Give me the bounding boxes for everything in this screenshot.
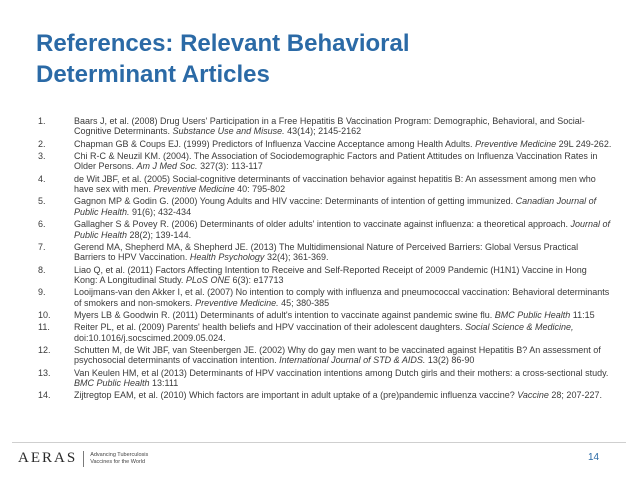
- reference-citation: Gerend MA, Shepherd MA, & Shepherd JE. (2013) The Multidimensional Nature of Perceived Barriers: Global Versus Practical Barriers to HPV Vaccination.: [74, 241, 579, 263]
- logo-tagline-line-1: Advancing Tuberculosis: [90, 452, 149, 458]
- reference-number: 9.: [38, 287, 46, 298]
- reference-item: [38, 116, 612, 137]
- reference-number: 5.: [38, 196, 46, 207]
- reference-number: 11.: [38, 322, 50, 333]
- page-number: 14: [588, 452, 600, 463]
- reference-journal: Canadian Journal of Public Health.: [74, 196, 597, 217]
- slide-title: [36, 28, 616, 90]
- reference-volume: 13:111: [149, 378, 179, 389]
- footer-divider: [12, 442, 626, 443]
- reference-number: 14.: [38, 390, 51, 401]
- reference-item: [38, 196, 612, 217]
- reference-number: 7.: [38, 241, 46, 252]
- reference-citation: Myers LB & Goodwin R. (2011) Determinants of adult's intention to vaccinate against pandemic swine flu.: [74, 309, 495, 320]
- reference-citation: Reiter PL, et al. (2009) Parents' health beliefs and HPV vaccination of their adolescent daughters.: [74, 322, 465, 333]
- reference-volume: 327(3): 113-117: [197, 161, 263, 172]
- reference-item: [38, 322, 612, 343]
- title-line-1: References: Relevant Behavioral: [36, 30, 410, 57]
- reference-volume: 91(6); 432-434: [129, 206, 192, 217]
- reference-volume: 43(14); 2145-2162: [284, 126, 362, 137]
- reference-citation: Gallagher S & Povey R. (2006) Determinants of older adults' intention to vaccinate against influenza: a theoretical approach.: [74, 219, 571, 230]
- reference-journal: International Journal of STD & AIDS.: [279, 355, 426, 366]
- reference-item: [38, 174, 612, 195]
- reference-journal: BMC Public Health: [494, 309, 571, 320]
- reference-text: [74, 116, 612, 137]
- top-bar: [0, 0, 638, 12]
- reference-text: [74, 287, 612, 308]
- reference-number: 13.: [38, 367, 51, 378]
- reference-text: [74, 310, 612, 320]
- reference-journal: Substance Use and Misuse.: [172, 126, 285, 137]
- reference-item: [38, 287, 612, 308]
- reference-text: [74, 139, 612, 149]
- reference-item: [38, 265, 612, 286]
- reference-list: [38, 116, 612, 403]
- reference-journal: Preventive Medicine.: [195, 297, 279, 308]
- reference-item: [38, 242, 612, 263]
- reference-citation: Liao Q, et al. (2011) Factors Affecting Intention to Receive and Self-Reported Receipt of 2009 Pandemic (H1N1) Vaccine in Hong Kong: A Longitudinal Study.: [74, 264, 587, 285]
- reference-volume: 45; 380-385: [278, 297, 330, 308]
- reference-number: 12.: [38, 344, 51, 355]
- logo-separator: [83, 451, 84, 467]
- reference-citation: Chi R-C & Neuzil KM. (2004). The Association of Sociodemographic Factors and Patient Attitudes on Influenza Vaccination Rates in Older Persons.: [74, 151, 598, 172]
- reference-journal: Am J Med Soc.: [136, 161, 198, 172]
- reference-citation: Chapman GB & Coups EJ. (1999) Predictors of Influenza Vaccine Acceptance among Health Adults.: [74, 138, 476, 149]
- reference-text: [74, 219, 612, 240]
- reference-text: [74, 151, 612, 172]
- reference-number: 8.: [38, 264, 46, 275]
- reference-volume: 28; 207-227.: [548, 390, 602, 401]
- aeras-logo: [18, 450, 148, 467]
- reference-volume: doi:10.1016/j.socscimed.2009.05.024.: [74, 332, 226, 343]
- reference-journal: Vaccine: [517, 390, 549, 401]
- logo-tagline: [90, 452, 148, 465]
- reference-item: [38, 139, 612, 149]
- reference-number: 4.: [38, 173, 46, 184]
- reference-citation: Schutten M, de Wit JBF, van Steenbergen JE. (2002) Why do gay men want to be vaccinated against Hepatitis B? An assessment of psychosocial determinants of vaccination intention.: [74, 344, 601, 366]
- reference-volume: 40: 795-802: [234, 184, 286, 195]
- reference-volume: 13(2) 86-90: [425, 355, 475, 366]
- logo-tagline-line-2: Vaccines for the World: [90, 458, 146, 465]
- reference-journal: Preventive Medicine: [153, 184, 235, 195]
- reference-item: [38, 368, 612, 389]
- reference-volume: 11:15: [570, 309, 595, 320]
- reference-journal: Health Psychology: [189, 252, 265, 263]
- reference-volume: 29L 249-262.: [556, 138, 612, 149]
- reference-number: 1.: [38, 116, 46, 126]
- reference-text: [74, 242, 612, 263]
- reference-journal: Preventive Medicine: [475, 138, 557, 149]
- reference-text: [74, 368, 612, 389]
- reference-item: [38, 345, 612, 366]
- reference-text: [74, 322, 612, 343]
- reference-journal: BMC Public Health: [74, 378, 150, 389]
- reference-journal: PLoS ONE: [185, 274, 230, 285]
- logo-wordmark: AERAS: [18, 450, 78, 466]
- reference-citation: Van Keulen HM, et al (2013) Determinants of HPV vaccination intentions among Dutch girls and their mothers: a cross-sectional study.: [74, 367, 609, 378]
- reference-item: [38, 151, 612, 172]
- reference-number: 6.: [38, 219, 46, 230]
- reference-journal: Social Science & Medicine,: [464, 322, 574, 333]
- reference-number: 10.: [38, 309, 51, 320]
- reference-citation: Gagnon MP & Godin G. (2000) Young Adults and HIV vaccine: Determinants of intention of getting immunized.: [74, 196, 516, 207]
- reference-citation: de Wit JBF, et al. (2005) Social-cognitive determinants of vaccination behavior against hepatitis B: An assessment among men who have sex with men.: [74, 173, 596, 195]
- reference-number: 2.: [38, 138, 46, 149]
- reference-text: [74, 174, 612, 195]
- reference-volume: 32(4); 361-369.: [264, 252, 329, 263]
- reference-volume: 28(2); 139-144.: [127, 229, 192, 240]
- reference-citation: Zijtregtop EAM, et al. (2010) Which factors are important in adult uptake of a (pre)pandemic influenza vaccine?: [74, 390, 518, 401]
- reference-citation: Baars J, et al. (2008) Drug Users' Participation in a Free Hepatitis B Vaccination Program: Demographic, Behavioral, and Social-Cognitive Determinants.: [74, 116, 585, 137]
- reference-item: [38, 310, 612, 320]
- title-line-2: Determinant Articles: [36, 61, 270, 88]
- reference-volume: 6(3): e17713: [229, 274, 284, 285]
- reference-text: [74, 196, 612, 217]
- reference-item: [38, 390, 612, 400]
- reference-item: [38, 219, 612, 240]
- reference-text: [74, 390, 612, 400]
- reference-text: [74, 345, 612, 366]
- reference-journal: Journal of Public Health: [74, 219, 611, 240]
- reference-number: 3.: [38, 151, 46, 161]
- reference-text: [74, 265, 612, 286]
- reference-citation: Looijmans-van den Akker I, et al. (2007) No intention to comply with influenza and pneumococcal vaccination: Behavioral determinants of smokers and non-smokers.: [74, 287, 610, 308]
